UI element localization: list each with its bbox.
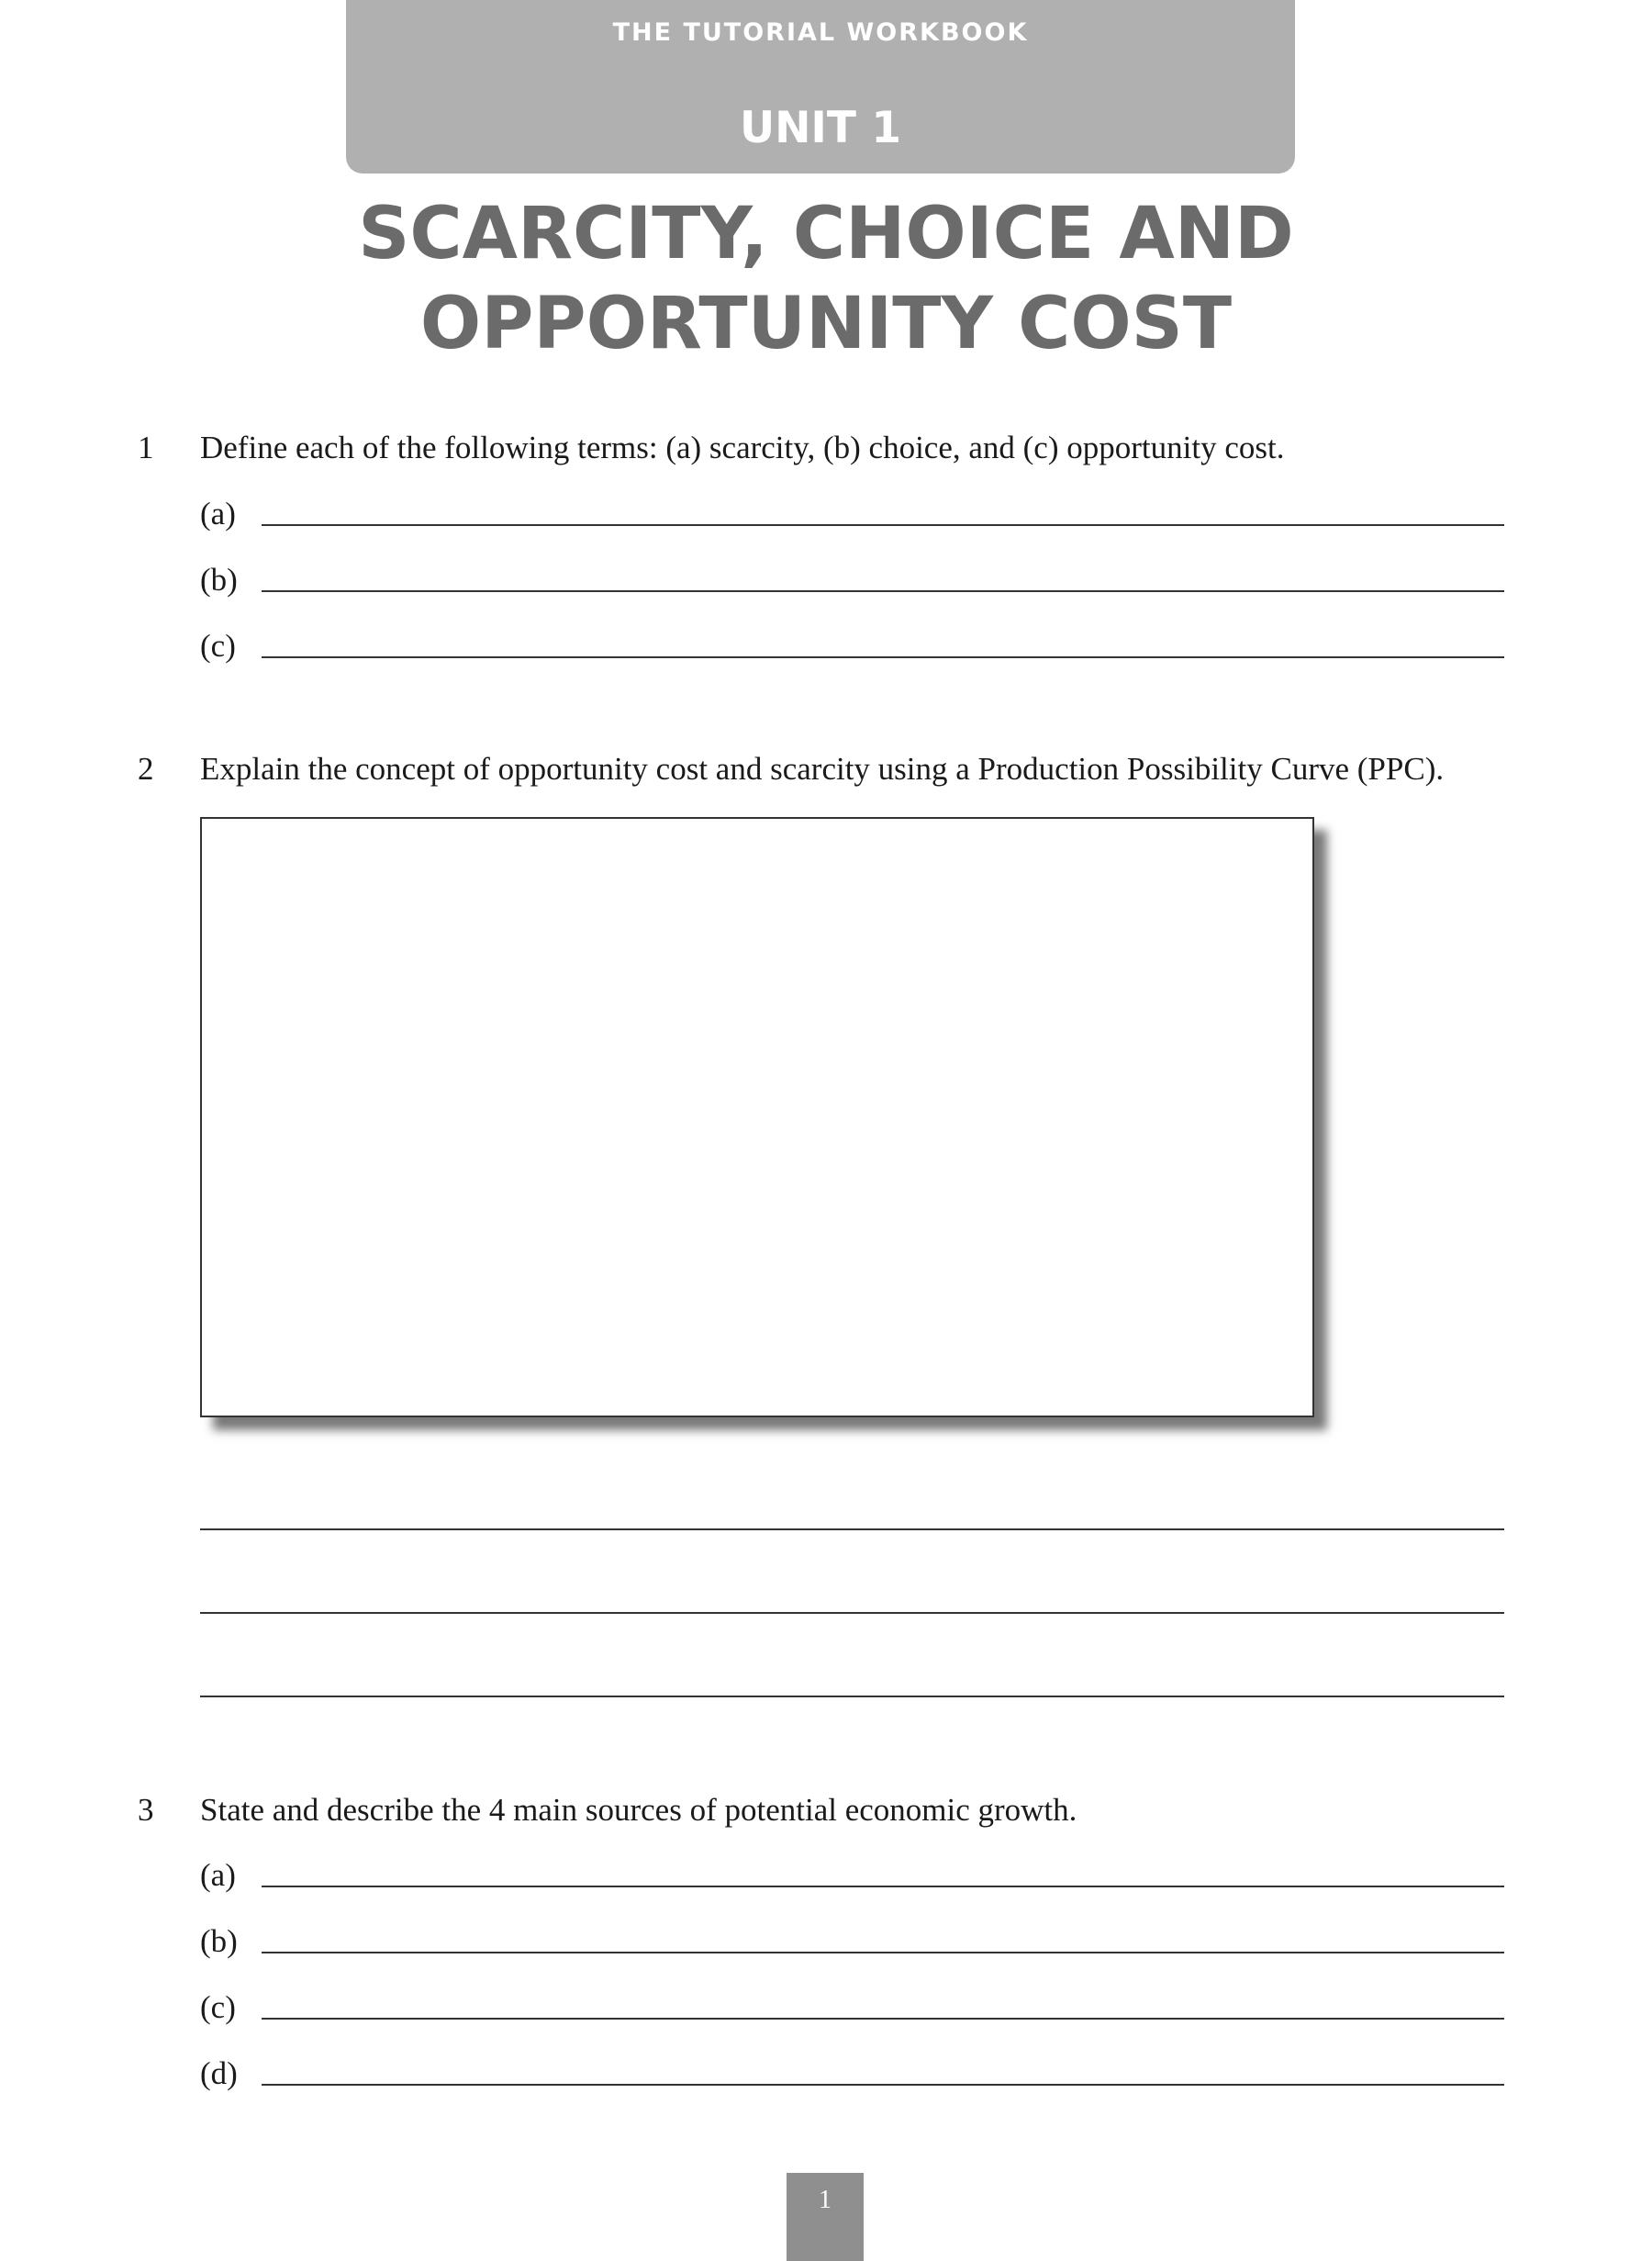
question-3-part-c-answer-line[interactable] xyxy=(262,2018,1504,2020)
unit-title-line-2: OPPORTUNITY COST xyxy=(419,283,1233,365)
question-1-number: 1 xyxy=(138,430,154,465)
question-1-text: Define each of the following terms: (a) scarcity, (b) choice, and (c) opportunity cost. xyxy=(200,430,1285,465)
question-1-part-c-label: (c) xyxy=(200,628,236,664)
question-2-answer-line-3[interactable] xyxy=(200,1696,1504,1697)
unit-title xyxy=(0,189,1652,369)
question-3-part-c-label: (c) xyxy=(200,1989,236,2025)
page-number: 1 xyxy=(819,2186,832,2214)
question-3-part-d-label: (d) xyxy=(200,2055,238,2091)
question-2-answer-line-1[interactable] xyxy=(200,1528,1504,1530)
question-3-part-d-answer-line[interactable] xyxy=(262,2084,1504,2086)
unit-label: UNIT 1 xyxy=(739,103,902,153)
question-3-part-b-answer-line[interactable] xyxy=(262,1952,1504,1953)
question-3-text: State and describe the 4 main sources of potential economic growth. xyxy=(200,1792,1077,1828)
question-3-part-a-answer-line[interactable] xyxy=(262,1886,1504,1887)
question-1-part-b-label: (b) xyxy=(200,562,238,598)
question-3-number: 3 xyxy=(138,1792,154,1828)
series-title: THE TUTORIAL WORKBOOK xyxy=(612,18,1029,47)
question-3-part-b-label: (b) xyxy=(200,1923,238,1959)
question-1-part-b-answer-line[interactable] xyxy=(262,590,1504,592)
question-1-part-a-answer-line[interactable] xyxy=(262,524,1504,526)
question-3-part-a-label: (a) xyxy=(200,1857,236,1893)
unit-title-line-1: SCARCITY, CHOICE AND xyxy=(358,193,1294,275)
header-tab xyxy=(346,0,1295,173)
ppc-drawing-box[interactable] xyxy=(200,817,1314,1417)
question-2-number: 2 xyxy=(138,751,154,787)
question-2-answer-line-2[interactable] xyxy=(200,1612,1504,1614)
page-number-tab xyxy=(787,2173,864,2261)
question-2-text: Explain the concept of opportunity cost and scarcity using a Production Possibility Curve (PPC). xyxy=(200,751,1445,787)
question-1-part-a-label: (a) xyxy=(200,496,236,532)
question-1-part-c-answer-line[interactable] xyxy=(262,656,1504,658)
